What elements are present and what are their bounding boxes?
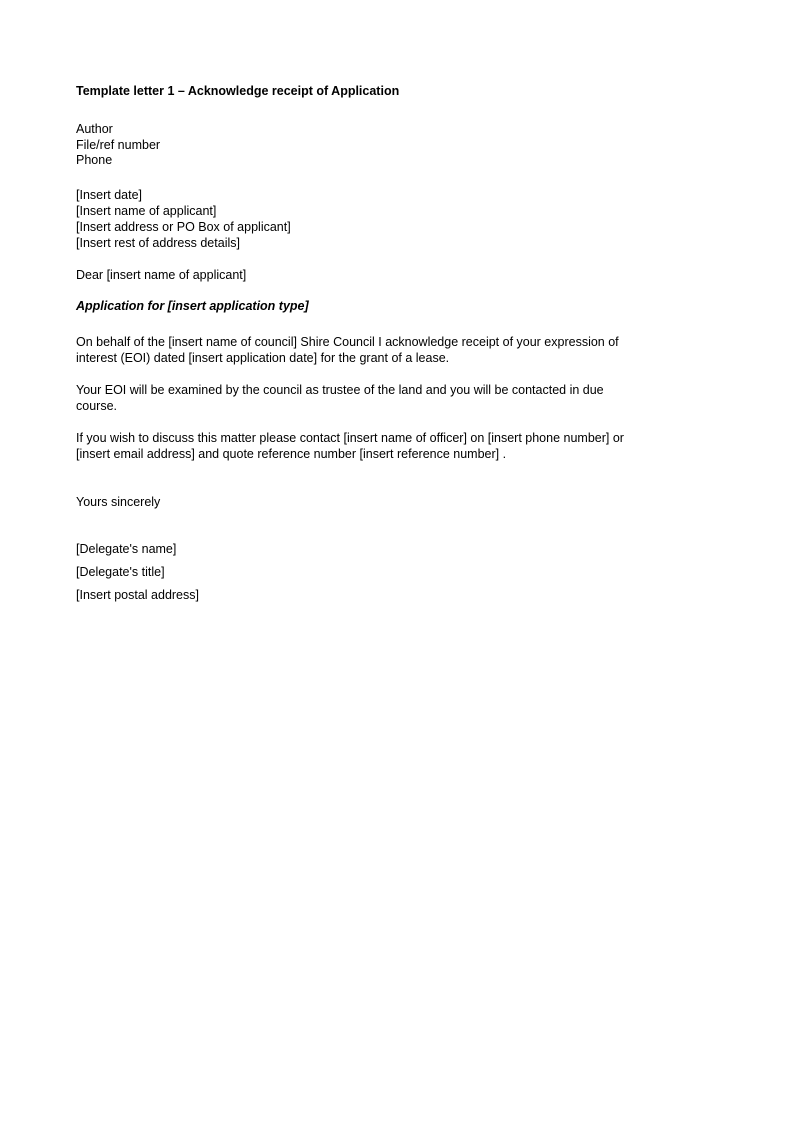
document-title: Template letter 1 – Acknowledge receipt of Application xyxy=(76,84,400,98)
address-rest: [Insert rest of address details] xyxy=(76,236,240,250)
paragraph-2-line-2: course. xyxy=(76,399,117,413)
paragraph-3-line-1: If you wish to discuss this matter please contact [insert name of officer] on [insert phone number] or xyxy=(76,431,624,445)
delegate-name: [Delegate's name] xyxy=(76,542,177,556)
paragraph-2-line-1: Your EOI will be examined by the council as trustee of the land and you will be contacted in due xyxy=(76,383,604,397)
address-date: [Insert date] xyxy=(76,188,143,202)
postal-address: [Insert postal address] xyxy=(76,588,199,602)
delegate-title: [Delegate's title] xyxy=(76,565,165,579)
paragraph-3-line-2: [insert email address] and quote reference number [insert reference number] . xyxy=(76,447,507,461)
address-applicant-name: [Insert name of applicant] xyxy=(76,204,217,218)
closing: Yours sincerely xyxy=(76,495,161,509)
header-file-ref: File/ref number xyxy=(76,138,161,152)
paragraph-1-line-2: interest (EOI) dated [insert application date] for the grant of a lease. xyxy=(76,351,450,365)
salutation: Dear [insert name of applicant] xyxy=(76,268,247,282)
header-phone: Phone xyxy=(76,153,113,167)
subject-line: Application for [insert application type] xyxy=(76,299,309,313)
paragraph-1-line-1: On behalf of the [insert name of council] Shire Council I acknowledge receipt of your expression of xyxy=(76,335,619,349)
address-po-box: [Insert address or PO Box of applicant] xyxy=(76,220,291,234)
header-author: Author xyxy=(76,122,113,136)
